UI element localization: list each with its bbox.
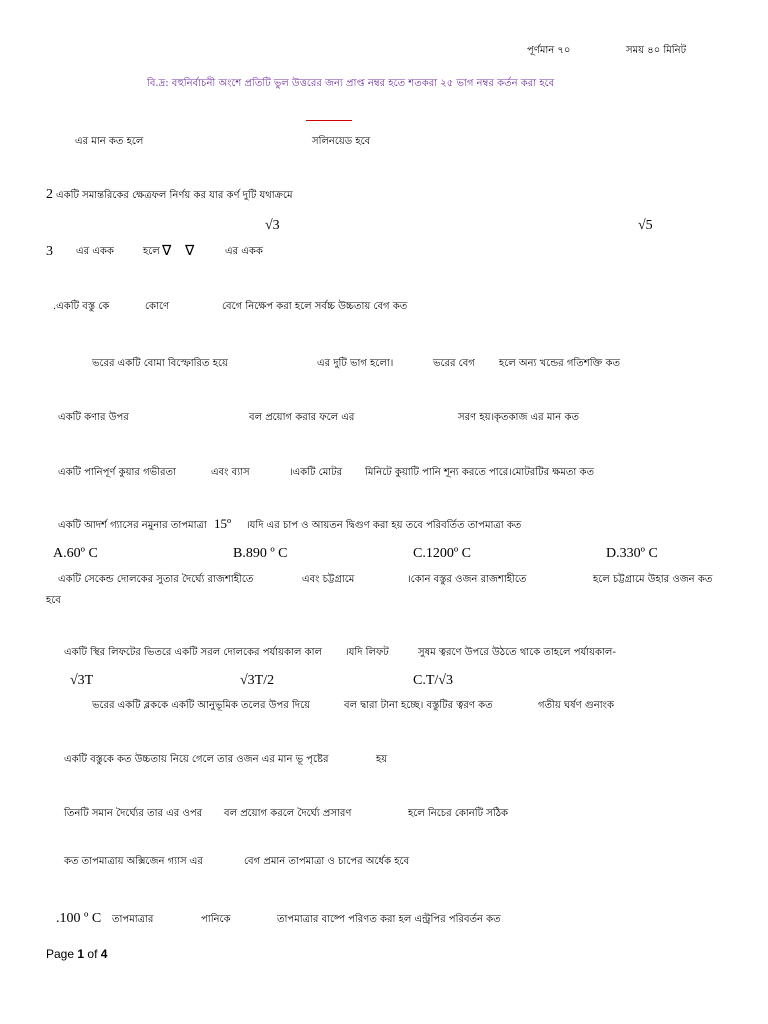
q14-text-a: কত তাপমাত্রায় অক্সিজেন গ্যাস এর <box>64 856 203 867</box>
q12-text-b: হয় <box>376 754 388 765</box>
exam-time: সময় ৪০ মিনিট <box>626 45 687 56</box>
q5-text-b: এর দুটি ভাগ হলো। <box>317 358 394 369</box>
of-word: of <box>87 947 98 961</box>
q10-text-a: একটি স্থির লিফটের ভিতরে একটি সরল দোলকের পর্যায়কাল কাল <box>64 647 322 658</box>
q10-text-b: ।যদি লিফট <box>345 647 389 658</box>
q8-text-b: ।যদি এর চাপ ও আয়তন দ্বিগুণ করা হয় তবে পরিবর্তিত তাপমাত্রা কত <box>246 520 522 531</box>
q15-number: .100 º C <box>56 911 102 926</box>
red-rule <box>306 120 352 121</box>
q5-text-d: হলে অন্য খন্ডের গতিশক্তি কত <box>499 358 620 369</box>
page-number: 1 <box>77 947 85 961</box>
q7-text-b: এবং ব্যাস <box>211 467 250 478</box>
q7-text-d: মিনিটে কুয়াটি পানি শূন্য করতে পারে।মোটরটির ক্ষমতা কত <box>365 467 594 478</box>
sqrt3: √3 <box>265 218 280 233</box>
q8-temp: 15º <box>214 516 232 531</box>
q7-text-c: ।একটি মোটর <box>289 467 343 478</box>
q1-text-b: সলিনয়েড হবে <box>312 136 371 147</box>
q10-text-c: সুষম ত্বরণে উপরে উঠতে থাকে তাহলে পর্যায়কাল- <box>418 647 616 658</box>
q11-text-b: বল দ্বারা টানা হচ্ছে। বস্তুটির ত্বরণ কত <box>344 700 493 711</box>
option-b: B.890 º C <box>233 546 288 561</box>
q11-text-a: ভরের একটি ব্লককে একটি আনুভূমিক তলের উপর দিয়ে <box>92 700 310 711</box>
q9-text-b: এবং চট্টগ্রামে <box>302 574 355 585</box>
nabla-icon: ∇ <box>162 243 172 259</box>
q3-text-b: হলে <box>143 246 160 257</box>
q2-text: একটি সমান্তরিকের ক্ষেত্রফল নির্ণয় কর যার কর্ণ দুটি যথাক্রমে <box>56 190 293 201</box>
q13-text-c: হলে নিচের কোনটি সঠিক <box>408 808 509 819</box>
option-a: A.60º C <box>53 546 98 561</box>
q8-text-a: একটি আদর্শ গ্যাসের নমুনার তাপমাত্রা <box>58 520 207 531</box>
full-marks: পূর্ণমান ৭০ <box>527 45 571 56</box>
q15-text-a: তাপমাত্রার <box>112 914 154 925</box>
q4-text-c: বেগে নিক্ষেপ করা হলে সর্বচ্চ উচ্চতায় বেগ কত <box>222 301 408 312</box>
q11-text-c: গতীয় ঘর্ষণ গুনাংক <box>538 700 614 711</box>
q6-text-a: একটি কণার উপর <box>58 412 129 423</box>
option2-c: C.T/√3 <box>413 673 453 688</box>
notice: বি.দ্র: বহুনির্বাচনী অংশে প্রতিটি ভুল উত্তরের জন্য প্রাপ্ত নম্বর হতে শতকরা ২৫ ভাগ নম্বর কর্তন করা হবে <box>147 78 555 89</box>
q9-text-c: ।কোন বস্তুর ওজন রাজশাহীতে <box>407 574 527 585</box>
page-indicator <box>46 947 107 961</box>
sqrt5: √5 <box>638 218 653 233</box>
q4-text-b: কোণে <box>145 301 170 312</box>
q14-text-b: বেগ প্রমান তাপমাত্রা ও চাপের অর্ধেক হবে <box>244 856 410 867</box>
q15-text-c: তাপমাত্রার বাষ্পে পরিণত করা হল এন্ট্রপির পরিবর্তন কত <box>277 914 501 925</box>
page-total: 4 <box>100 947 108 961</box>
q13-text-a: তিনটি সমান দৈর্ঘ্যের তার এর ওপর <box>64 808 203 819</box>
q6-text-b: বল প্রয়োগ করার ফলে এর <box>249 412 355 423</box>
q3-text-a: এর একক <box>76 246 114 257</box>
option2-b: √3T/2 <box>240 673 275 688</box>
q5-text-a: ভরের একটি বোমা বিস্ফোরিত হয়ে <box>92 358 228 369</box>
q12-text-a: একটি বস্তুকে কত উচ্চতায় নিয়ে গেলে তার ওজন এর মান ভূ পৃষ্টের <box>64 754 329 765</box>
q9-text-d: হলে চট্টগ্রামে উহার ওজন কত <box>593 574 713 585</box>
q5-text-c: ভরের বেগ <box>433 358 475 369</box>
q9-text-e: হবে <box>46 595 61 606</box>
q1-text-a: এর মান কত হলে <box>75 136 144 147</box>
q13-text-b: বল প্রয়োগ করলে দৈর্ঘ্যে প্রসারণ <box>224 808 352 819</box>
option-d: D.330º C <box>606 546 658 561</box>
nabla-icon: ∇ <box>185 243 195 259</box>
q6-text-c: সরণ হয়।কৃতকাজ এর মান কত <box>458 412 579 423</box>
q3-number: 3 <box>46 244 53 259</box>
q15-text-b: পানিকে <box>201 914 231 925</box>
option-c: C.1200º C <box>413 546 472 561</box>
page-word: Page <box>46 947 75 961</box>
q7-text-a: একটি পানিপূর্ণ কুয়ার গভীরতা <box>58 467 176 478</box>
q4-text-a: .একটি বস্তু কে <box>53 301 110 312</box>
option2-a: √3T <box>70 673 94 688</box>
q3-text-c: এর একক <box>225 246 263 257</box>
q9-text-a: একটি সেকেন্ড দোলকের সুতার দৈর্ঘ্যে রাজশাহীতে <box>58 574 254 585</box>
q2-number: 2 <box>46 187 53 202</box>
